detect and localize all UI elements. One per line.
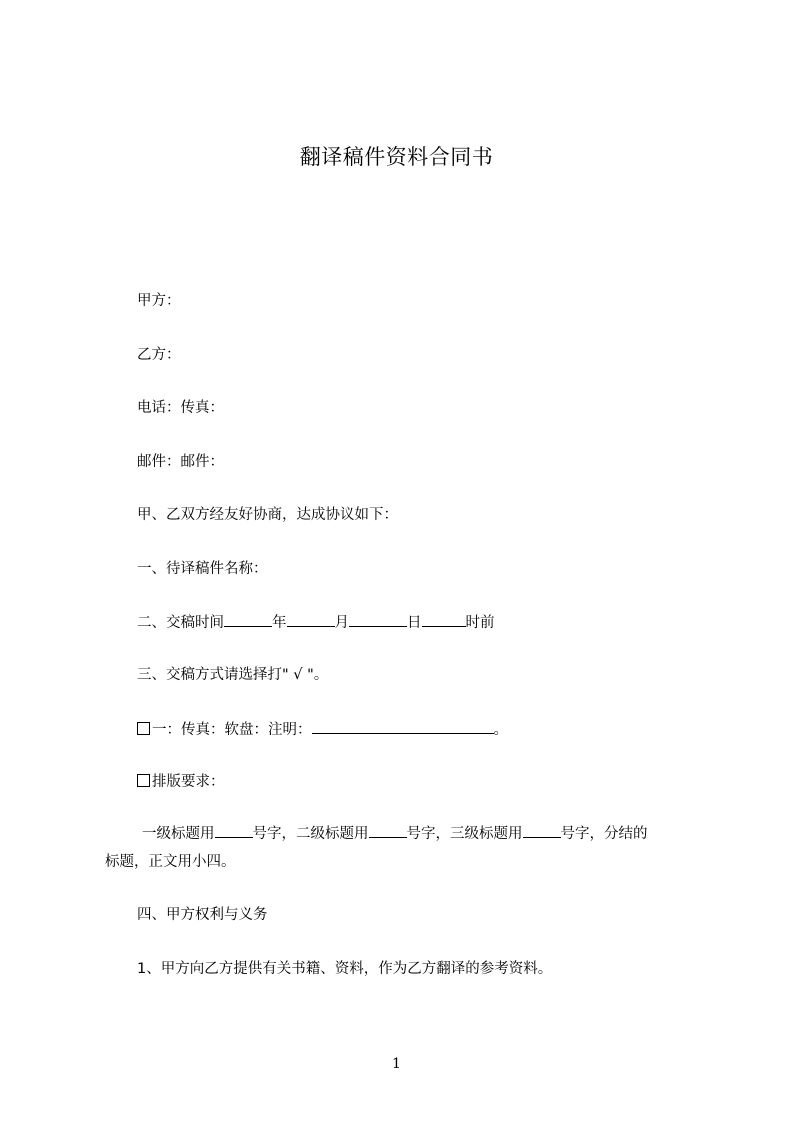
agreement-intro: 甲、乙双方经友好协商，达成协议如下： bbox=[137, 507, 398, 523]
option-2-checkbox[interactable] bbox=[137, 774, 150, 787]
option-1-end: 。 bbox=[493, 722, 508, 738]
formatting-paragraph bbox=[105, 820, 705, 876]
month-blank[interactable] bbox=[287, 612, 335, 627]
formatting-part-4: 号字，分结的 bbox=[560, 826, 648, 842]
option-1-text: 一：传真：软盘：注明： bbox=[152, 722, 312, 738]
section-3-delivery-method: 三、交稿方式请选择打" √ "。 bbox=[137, 667, 329, 683]
month-label: 月 bbox=[334, 615, 349, 631]
hour-suffix: 时前 bbox=[465, 615, 495, 631]
year-label: 年 bbox=[272, 615, 287, 631]
option-1-row bbox=[137, 719, 508, 740]
section-2-prefix: 二、交稿时间 bbox=[137, 615, 224, 631]
item-1-reference-materials: 1、甲方向乙方提供有关书籍、资料，作为乙方翻译的参考资料。 bbox=[137, 961, 553, 977]
party-a-label: 甲方： bbox=[137, 293, 181, 309]
hour-blank[interactable] bbox=[422, 612, 466, 627]
level-3-size-blank[interactable] bbox=[523, 823, 561, 838]
formatting-line-1 bbox=[105, 820, 705, 848]
option-2-row bbox=[137, 772, 225, 792]
section-2-delivery-time bbox=[137, 612, 495, 633]
note-blank[interactable] bbox=[312, 719, 494, 734]
day-label: 日 bbox=[407, 615, 422, 631]
option-1-checkbox[interactable] bbox=[137, 722, 150, 735]
section-4-party-a-rights: 四、甲方权利与义务 bbox=[137, 907, 268, 923]
level-1-size-blank[interactable] bbox=[215, 823, 253, 838]
option-2-text: 排版要求： bbox=[152, 774, 225, 790]
email-label: 邮件：邮件： bbox=[137, 454, 224, 470]
phone-fax-label: 电话：传真： bbox=[137, 400, 224, 416]
formatting-line-2: 标题，正文用小四。 bbox=[105, 854, 236, 870]
party-b-label: 乙方： bbox=[137, 347, 181, 363]
formatting-part-1: 一级标题用 bbox=[142, 826, 215, 842]
formatting-part-3: 号字，三级标题用 bbox=[406, 826, 523, 842]
day-blank[interactable] bbox=[349, 612, 407, 627]
page-number: 1 bbox=[392, 1056, 401, 1072]
document-title: 翻译稿件资料合同书 bbox=[299, 145, 494, 169]
formatting-part-2: 号字，二级标题用 bbox=[252, 826, 369, 842]
section-1-manuscript-name: 一、待译稿件名称： bbox=[137, 561, 268, 577]
year-blank[interactable] bbox=[224, 612, 272, 627]
level-2-size-blank[interactable] bbox=[369, 823, 407, 838]
